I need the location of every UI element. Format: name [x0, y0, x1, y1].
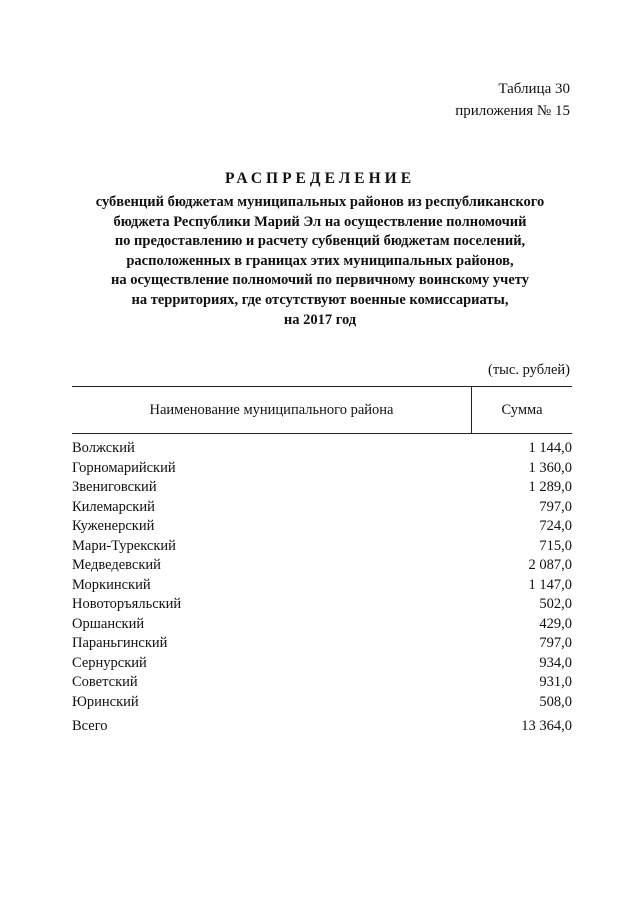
- table-number: Таблица 30: [498, 81, 570, 97]
- table-row: [72, 595, 572, 615]
- district-name: Горномарийский: [72, 459, 176, 476]
- district-name: Сернурский: [72, 654, 147, 671]
- table-header: [72, 386, 572, 434]
- total-row: [72, 717, 572, 737]
- appendix-number: приложения № 15: [455, 103, 570, 119]
- district-amount: 502,0: [539, 596, 572, 612]
- table-row: [72, 654, 572, 674]
- table-row: [72, 478, 572, 498]
- district-amount: 1 360,0: [528, 459, 572, 476]
- table-row: [72, 459, 572, 479]
- total-label: Всего: [72, 718, 108, 734]
- district-name: Волжский: [72, 440, 135, 456]
- column-header-name: Наименование муниципального района: [72, 387, 472, 433]
- document-subtitle: [70, 193, 570, 330]
- subtitle-line: на территориях, где отсутствуют военные комиссариаты,: [131, 291, 509, 308]
- district-name: Оршанский: [72, 615, 145, 632]
- district-amount: 797,0: [539, 635, 572, 651]
- district-amount: 1 144,0: [528, 440, 572, 456]
- district-name: Мари-Турекский: [72, 537, 176, 554]
- district-amount: 2 087,0: [528, 557, 572, 573]
- district-amount: 1 147,0: [528, 576, 572, 593]
- district-amount: 797,0: [539, 498, 572, 515]
- table-row: [72, 537, 572, 557]
- table-row: [72, 556, 572, 576]
- subtitle-line: субвенций бюджетам муниципальных районов из республиканского: [95, 194, 545, 210]
- subtitle-line: на 2017 год: [283, 311, 357, 328]
- subtitle-line: по предоставлению и расчету субвенций бюджетам поселений,: [114, 233, 526, 250]
- table-reference: [455, 78, 570, 122]
- total-amount: 13 364,0: [521, 718, 572, 734]
- table-body: [72, 439, 572, 712]
- district-amount: 1 289,0: [528, 479, 572, 495]
- column-header-amount: Сумма: [501, 401, 543, 418]
- table-row: [72, 439, 572, 459]
- district-amount: 724,0: [539, 518, 572, 534]
- subtitle-line: на осуществление полномочий по первичному воинскому учету: [111, 272, 529, 289]
- table-row: [72, 693, 572, 713]
- district-name: Юринский: [72, 693, 139, 710]
- district-amount: 508,0: [539, 693, 572, 710]
- district-name: Килемарский: [72, 498, 155, 515]
- district-name: Звениговский: [72, 479, 157, 495]
- table-row: [72, 576, 572, 596]
- subtitle-line: бюджета Республики Марий Эл на осуществление полномочий: [113, 213, 527, 230]
- table-row: [72, 634, 572, 654]
- subtitle-line: расположенных в границах этих муниципальных районов,: [126, 252, 514, 269]
- document-title: РАСПРЕДЕЛЕНИЕ: [224, 170, 416, 187]
- district-name: Новоторъяльский: [72, 596, 182, 612]
- district-amount: 931,0: [539, 674, 572, 690]
- table-row: [72, 615, 572, 635]
- table-row: [72, 517, 572, 537]
- district-amount: 429,0: [539, 615, 572, 632]
- table-row: [72, 673, 572, 693]
- district-name: Советский: [72, 674, 138, 690]
- district-amount: 934,0: [539, 654, 572, 671]
- units-note: (тыс. рублей): [488, 362, 570, 378]
- district-name: Медведевский: [72, 557, 161, 573]
- table-row: [72, 498, 572, 518]
- district-name: Моркинский: [72, 576, 151, 593]
- district-name: Куженерский: [72, 518, 155, 534]
- district-amount: 715,0: [539, 537, 572, 554]
- district-name: Параньгинский: [72, 635, 168, 651]
